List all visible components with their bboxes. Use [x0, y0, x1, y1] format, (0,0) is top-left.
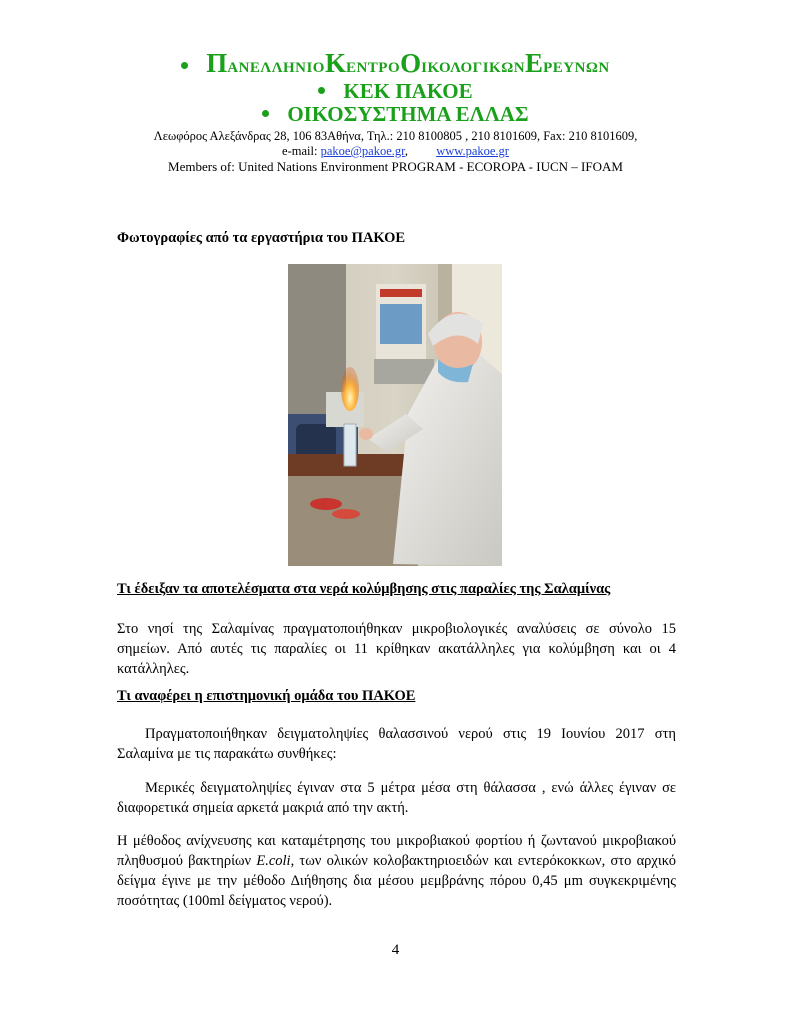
results-heading: Τι έδειξαν τα αποτελέσματα στα νερά κολύμβησης στις παραλίες της Σαλαμίνας — [117, 581, 611, 597]
website-link[interactable]: www.pakoe.gr — [436, 144, 509, 158]
address-line: Λεωφόρος Αλεξάνδρας 28, 106 83Αθήνα, Τηλ.: 210 8100805 , 210 8101609, Fax: 210 8101609, — [153, 129, 638, 143]
bullet-icon — [262, 110, 269, 117]
lab-photo — [288, 264, 502, 566]
kek-pakoe-title: ΚΕΚ ΠΑΚΟΕ — [343, 79, 473, 103]
org-word-1-cap: Π — [206, 48, 228, 78]
email-suffix: , — [404, 144, 408, 158]
org-word-2-cap: Κ — [324, 48, 346, 78]
method-text-end: , των ολικών κολοβακτηριοειδών και εντερόκοκκων, στο αρχικό δείγμα έγινε με την μέθοδο Διήθησης δια μέσου μεμβράνης πόρου 0,45 μm συγκεκριμένης ποσότητας (100ml δείγματος νερού). — [117, 853, 676, 909]
oikosystima-title: ΟΙΚΟΣΥΣΤΗΜΑ ΕΛΛΑΣ — [287, 102, 529, 126]
org-word-3-rest: ΙΚΟΛΟΓΙΚΩΝ — [421, 60, 526, 76]
ecoli-term: E.coli — [256, 853, 291, 869]
results-paragraph: Στο νησί της Σαλαμίνας πραγματοποιήθηκαν μικροβιολογικές αναλύσεις σε σύνολο 15 σημείων. Από αυτές τις παραλίες οι 11 κρίθηκαν ακατάλληλες για κολύμβηση και οι 4 κατάλληλες. — [117, 621, 676, 677]
photos-heading: Φωτογραφίες από τα εργαστήρια του ΠΑΚΟΕ — [117, 230, 406, 246]
team-paragraph-2: Μερικές δειγματοληψίες έγιναν στα 5 μέτρα μέσα στη θάλασσα , ενώ άλλες έγιναν σε διαφορετικά σημεία αρκετά μακριά από την ακτή. — [117, 780, 676, 816]
email-link[interactable]: pakoe@pakoe.gr — [320, 144, 405, 158]
email-label: e-mail: — [282, 144, 318, 158]
org-name-line — [0, 48, 791, 79]
header-line-2 — [0, 79, 791, 104]
method-text-start: Η μέθοδος ανίχνευσης και καταμέτρησης του μικροβιακού φορτίου ή ζωντανού μικροβιακού πληθυσμού βακτηρίων — [117, 833, 676, 869]
org-word-1-rest: ΑΝΕΛΛΗΝΙΟ — [227, 60, 325, 76]
bullet-icon — [318, 87, 325, 94]
bullet-icon — [181, 62, 188, 69]
team-paragraph-3 — [117, 831, 676, 911]
header-line-3 — [0, 102, 791, 127]
org-word-4-cap: Ε — [525, 48, 544, 78]
org-word-3-cap: Ο — [400, 48, 422, 78]
contact-line — [0, 144, 791, 159]
team-heading: Τι αναφέρει η επιστημονική ομάδα του ΠΑΚΟΕ — [117, 688, 416, 704]
team-paragraph-1: Πραγματοποιήθηκαν δειγματοληψίες θαλασσινού νερού στις 19 Ιουνίου 2017 στη Σαλαμίνα με τις παρακάτω συνθήκες: — [117, 726, 676, 762]
org-word-2-rest: ΕΝΤΡΟ — [345, 60, 401, 76]
org-word-4-rest: ΡΕΥΝΩΝ — [543, 60, 610, 76]
members-line: Members of: United Nations Environment PROGRAM - ECOROPA - IUCN – IFOAM — [168, 159, 623, 174]
page-number: 4 — [391, 942, 400, 958]
